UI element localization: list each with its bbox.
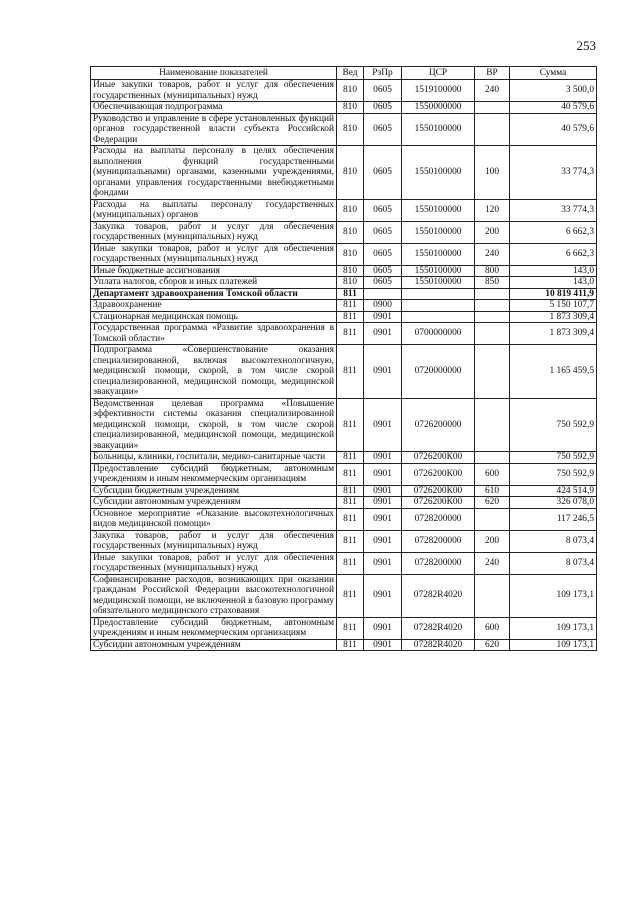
cell-name: Больницы, клиники, госпитали, медико-санитарные части — [91, 452, 337, 464]
cell-ved: 811 — [337, 463, 364, 485]
cell-sum: 1 873 309,4 — [510, 323, 597, 345]
cell-name: Расходы на выплаты персоналу государственных (муниципальных) органов — [91, 199, 337, 221]
cell-rzpr: 0901 — [364, 552, 402, 574]
table-row — [91, 243, 597, 265]
cell-vr: 100 — [475, 146, 510, 200]
cell-sum: 6 662,3 — [510, 243, 597, 265]
cell-csr: 1550100000 — [402, 265, 475, 277]
cell-ved: 811 — [337, 574, 364, 617]
cell-name: Субсидии автономным учреждениям — [91, 497, 337, 509]
cell-vr — [475, 102, 510, 114]
cell-name: Обеспечивающая подпрограмма — [91, 102, 337, 114]
cell-vr — [475, 574, 510, 617]
cell-ved: 811 — [337, 530, 364, 552]
cell-sum: 109 173,1 — [510, 617, 597, 639]
header-csr: ЦСР — [402, 67, 475, 80]
cell-vr: 620 — [475, 639, 510, 651]
table-row — [91, 300, 597, 312]
cell-name: Здравоохранение — [91, 300, 337, 312]
cell-vr: 850 — [475, 277, 510, 289]
cell-name: Иные закупки товаров, работ и услуг для обеспечения государственных (муниципальных) нужд — [91, 243, 337, 265]
cell-csr: 1550100000 — [402, 243, 475, 265]
cell-vr — [475, 323, 510, 345]
cell-csr: 1550100000 — [402, 221, 475, 243]
cell-sum: 8 073,4 — [510, 552, 597, 574]
cell-csr: 1550000000 — [402, 102, 475, 114]
table-row — [91, 80, 597, 102]
table-row — [91, 574, 597, 617]
table-row — [91, 323, 597, 345]
cell-rzpr: 0900 — [364, 300, 402, 312]
cell-ved: 811 — [337, 300, 364, 312]
table-row — [91, 311, 597, 323]
cell-csr: 1550100000 — [402, 199, 475, 221]
cell-name: Основное мероприятие «Оказание высокотехнологичных видов медицинской помощи» — [91, 508, 337, 530]
cell-sum: 750 592,9 — [510, 398, 597, 452]
cell-ved: 810 — [337, 265, 364, 277]
cell-sum: 117 246,5 — [510, 508, 597, 530]
cell-name: Иные бюджетные ассигнования — [91, 265, 337, 277]
cell-ved: 810 — [337, 80, 364, 102]
cell-vr — [475, 398, 510, 452]
cell-csr: 07282R4020 — [402, 574, 475, 617]
cell-vr: 120 — [475, 199, 510, 221]
cell-ved: 810 — [337, 221, 364, 243]
cell-vr — [475, 345, 510, 399]
cell-vr — [475, 288, 510, 300]
cell-rzpr: 0605 — [364, 102, 402, 114]
cell-rzpr: 0901 — [364, 345, 402, 399]
cell-csr: 1550100000 — [402, 277, 475, 289]
cell-vr: 600 — [475, 617, 510, 639]
table-row — [91, 617, 597, 639]
cell-name: Предоставление субсидий бюджетным, автономным учреждениям и иным некоммерческим организациям — [91, 617, 337, 639]
cell-sum: 750 592,9 — [510, 452, 597, 464]
cell-rzpr: 0901 — [364, 508, 402, 530]
cell-ved: 811 — [337, 452, 364, 464]
cell-sum: 424 514,9 — [510, 485, 597, 497]
cell-name: Ведомственная целевая программа «Повышение эффективности системы оказания специализированной медицинской помощи, скорой, в том числе скорой специализированной, медицинской помощи, медицинской эвакуации» — [91, 398, 337, 452]
cell-name: Стационарная медицинская помощь — [91, 311, 337, 323]
cell-vr — [475, 452, 510, 464]
cell-rzpr: 0901 — [364, 452, 402, 464]
cell-ved: 811 — [337, 497, 364, 509]
cell-ved: 811 — [337, 345, 364, 399]
cell-name: Департамент здравоохранения Томской области — [91, 288, 337, 300]
header-row — [91, 67, 597, 80]
cell-csr: 0726200000 — [402, 398, 475, 452]
table-row — [91, 463, 597, 485]
cell-vr: 240 — [475, 80, 510, 102]
cell-csr: 0720000000 — [402, 345, 475, 399]
cell-vr — [475, 311, 510, 323]
cell-rzpr: 0901 — [364, 617, 402, 639]
cell-sum: 109 173,1 — [510, 639, 597, 651]
cell-ved: 811 — [337, 398, 364, 452]
cell-rzpr: 0605 — [364, 146, 402, 200]
cell-ved: 811 — [337, 323, 364, 345]
table-row — [91, 221, 597, 243]
cell-rzpr: 0901 — [364, 530, 402, 552]
table-row — [91, 102, 597, 114]
cell-vr: 240 — [475, 243, 510, 265]
cell-rzpr: 0901 — [364, 574, 402, 617]
cell-rzpr: 0605 — [364, 243, 402, 265]
cell-rzpr: 0605 — [364, 277, 402, 289]
cell-ved: 810 — [337, 113, 364, 146]
cell-ved: 810 — [337, 199, 364, 221]
cell-name: Подпрограмма «Совершенствование оказания специализированной, включая высокотехнологичную, медицинской помощи, скорой, в том числе скорой специализированной, медицинской помощи, медицинской эвакуации» — [91, 345, 337, 399]
cell-csr: 1550100000 — [402, 146, 475, 200]
cell-name: Закупка товаров, работ и услуг для обеспечения государственных (муниципальных) нужд — [91, 221, 337, 243]
cell-name: Предоставление субсидий бюджетным, автономным учреждениям и иным некоммерческим организациям — [91, 463, 337, 485]
cell-rzpr: 0901 — [364, 323, 402, 345]
cell-vr: 200 — [475, 221, 510, 243]
cell-csr: 07282R4020 — [402, 617, 475, 639]
cell-name: Расходы на выплаты персоналу в целях обеспечения выполнения функций государственными (муниципальными) органами, казенными учреждениями, органами управления государственными внебюджетными фондами — [91, 146, 337, 200]
cell-sum: 1 873 309,4 — [510, 311, 597, 323]
table-row — [91, 452, 597, 464]
cell-csr: 0726200К00 — [402, 452, 475, 464]
cell-name: Субсидии автономным учреждениям — [91, 639, 337, 651]
cell-ved: 811 — [337, 617, 364, 639]
cell-name: Закупка товаров, работ и услуг для обеспечения государственных (муниципальных) нужд — [91, 530, 337, 552]
header-rzpr: РзПр — [364, 67, 402, 80]
cell-name: Уплата налогов, сборов и иных платежей — [91, 277, 337, 289]
cell-csr: 07282R4020 — [402, 639, 475, 651]
header-name: Наименование показателей — [91, 67, 337, 80]
cell-csr: 0700000000 — [402, 323, 475, 345]
cell-ved: 811 — [337, 552, 364, 574]
cell-csr: 1519100000 — [402, 80, 475, 102]
cell-name: Софинансирование расходов, возникающих при оказании гражданам Российской Федерации высокотехнологичной медицинской помощи, не включенной в базовую программу обязательного медицинского страхования — [91, 574, 337, 617]
cell-rzpr: 0605 — [364, 113, 402, 146]
table-row — [91, 398, 597, 452]
cell-rzpr: 0901 — [364, 485, 402, 497]
cell-csr: 0726200К00 — [402, 485, 475, 497]
cell-ved: 810 — [337, 243, 364, 265]
table-header — [91, 67, 597, 80]
cell-sum: 10 819 411,9 — [510, 288, 597, 300]
cell-sum: 143,0 — [510, 277, 597, 289]
cell-vr: 240 — [475, 552, 510, 574]
cell-vr: 610 — [475, 485, 510, 497]
cell-rzpr: 0605 — [364, 265, 402, 277]
cell-sum: 8 073,4 — [510, 530, 597, 552]
page-number: 253 — [576, 38, 596, 53]
table-row — [91, 146, 597, 200]
cell-sum: 6 662,3 — [510, 221, 597, 243]
header-vr: ВР — [475, 67, 510, 80]
table-row — [91, 552, 597, 574]
cell-ved: 811 — [337, 485, 364, 497]
cell-csr: 0726200К00 — [402, 497, 475, 509]
cell-sum: 5 150 107,7 — [510, 300, 597, 312]
cell-sum: 3 500,0 — [510, 80, 597, 102]
cell-rzpr: 0901 — [364, 463, 402, 485]
cell-csr — [402, 311, 475, 323]
cell-name: Иные закупки товаров, работ и услуг для обеспечения государственных (муниципальных) нужд — [91, 552, 337, 574]
cell-vr: 800 — [475, 265, 510, 277]
cell-sum: 1 165 459,5 — [510, 345, 597, 399]
cell-csr — [402, 288, 475, 300]
cell-sum: 33 774,3 — [510, 146, 597, 200]
cell-vr — [475, 300, 510, 312]
cell-csr — [402, 300, 475, 312]
cell-ved: 811 — [337, 639, 364, 651]
cell-csr: 0726200К00 — [402, 463, 475, 485]
cell-name: Субсидии бюджетным учреждениям — [91, 485, 337, 497]
cell-name: Иные закупки товаров, работ и услуг для обеспечения государственных (муниципальных) нужд — [91, 80, 337, 102]
table-row — [91, 288, 597, 300]
cell-vr — [475, 508, 510, 530]
cell-ved: 810 — [337, 277, 364, 289]
header-sum: Сумма — [510, 67, 597, 80]
cell-sum: 40 579,6 — [510, 102, 597, 114]
cell-sum: 40 579,6 — [510, 113, 597, 146]
budget-table — [90, 66, 597, 651]
cell-rzpr: 0605 — [364, 80, 402, 102]
cell-rzpr: 0901 — [364, 311, 402, 323]
table-row — [91, 639, 597, 651]
table-row — [91, 277, 597, 289]
cell-rzpr: 0901 — [364, 398, 402, 452]
cell-ved: 811 — [337, 311, 364, 323]
header-ved: Вед — [337, 67, 364, 80]
cell-name: Государственная программа «Развитие здравоохранения в Томской области» — [91, 323, 337, 345]
cell-sum: 750 592,9 — [510, 463, 597, 485]
cell-ved: 810 — [337, 102, 364, 114]
cell-csr: 0728200000 — [402, 552, 475, 574]
table-body — [91, 80, 597, 651]
cell-name: Руководство и управление в сфере установленных функций органов государственной власти субъекта Российской Федерации — [91, 113, 337, 146]
table-row — [91, 497, 597, 509]
table-row — [91, 530, 597, 552]
cell-vr: 200 — [475, 530, 510, 552]
table-row — [91, 265, 597, 277]
cell-ved: 811 — [337, 288, 364, 300]
cell-vr: 620 — [475, 497, 510, 509]
cell-csr: 1550100000 — [402, 113, 475, 146]
table-row — [91, 113, 597, 146]
cell-csr: 0728200000 — [402, 530, 475, 552]
cell-sum: 326 078,0 — [510, 497, 597, 509]
cell-rzpr: 0605 — [364, 221, 402, 243]
cell-ved: 810 — [337, 146, 364, 200]
table-row — [91, 345, 597, 399]
cell-rzpr: 0605 — [364, 199, 402, 221]
cell-sum: 109 173,1 — [510, 574, 597, 617]
table-row — [91, 508, 597, 530]
table-row — [91, 199, 597, 221]
cell-vr — [475, 113, 510, 146]
cell-csr: 0728200000 — [402, 508, 475, 530]
cell-sum: 33 774,3 — [510, 199, 597, 221]
cell-rzpr: 0901 — [364, 497, 402, 509]
cell-rzpr: 0901 — [364, 639, 402, 651]
cell-sum: 143,0 — [510, 265, 597, 277]
cell-vr: 600 — [475, 463, 510, 485]
table-row — [91, 485, 597, 497]
cell-rzpr — [364, 288, 402, 300]
cell-ved: 811 — [337, 508, 364, 530]
